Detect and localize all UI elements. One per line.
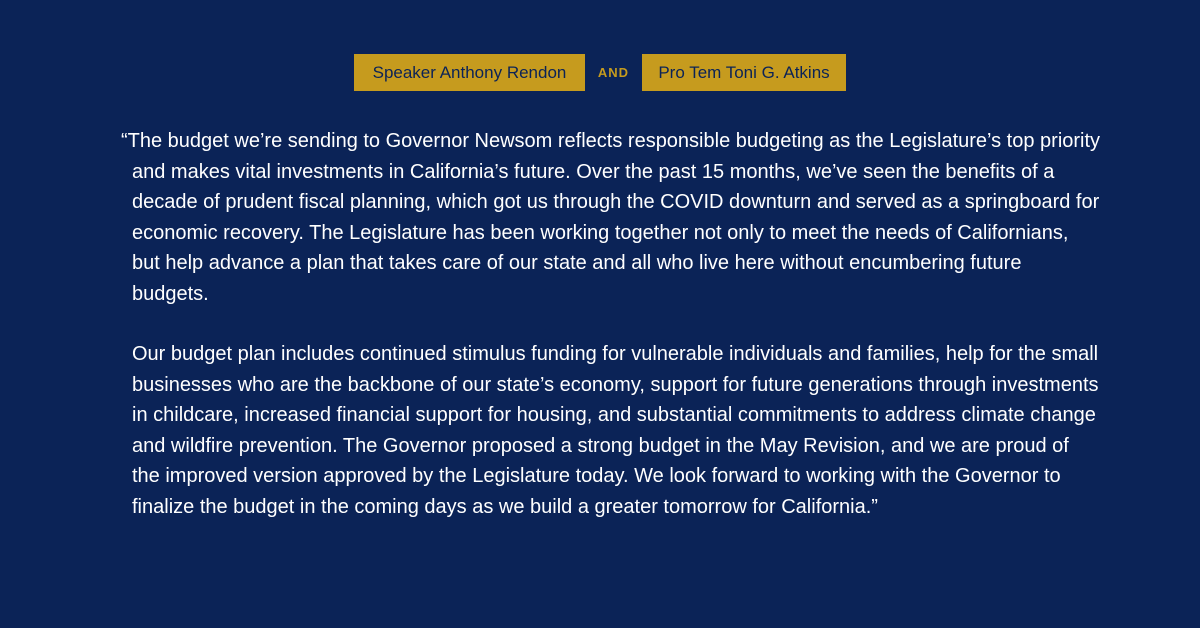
quote-paragraph-1: “The budget we’re sending to Governor Newsom reflects responsible budgeting as the Legislature’s top priority and makes vital investments in California’s future. Over the past 15 months, we’ve seen the benefits of a decade of prudent fiscal planning, which got us through the COVID downturn and served as a springboard for economic recovery. The Legislature has been working together not only to meet the needs of Californians, but help advance a plan that takes care of our state and all who live here without encumbering future budgets.	[121, 130, 1101, 305]
quote-paragraph-2: Our budget plan includes continued stimulus funding for vulnerable individuals and families, help for the small businesses who are the backbone of our state’s economy, support for future generations through investments in childcare, increased financial support for housing, and substantial commitments to address climate change and wildfire prevention. The Governor proposed a strong budget in the May Revision, and we are proud of the improved version approved by the Legislature today. We look forward to working with the Governor to finalize the budget in the coming days as we build a greater tomorrow for California.”	[132, 343, 1099, 518]
speaker-header	[0, 54, 1200, 91]
statement-quote	[121, 126, 1101, 522]
speaker-name-badge: Speaker Anthony Rendon	[354, 54, 585, 91]
pro-tem-name-badge: Pro Tem Toni G. Atkins	[642, 54, 846, 91]
and-connector: AND	[597, 65, 630, 80]
